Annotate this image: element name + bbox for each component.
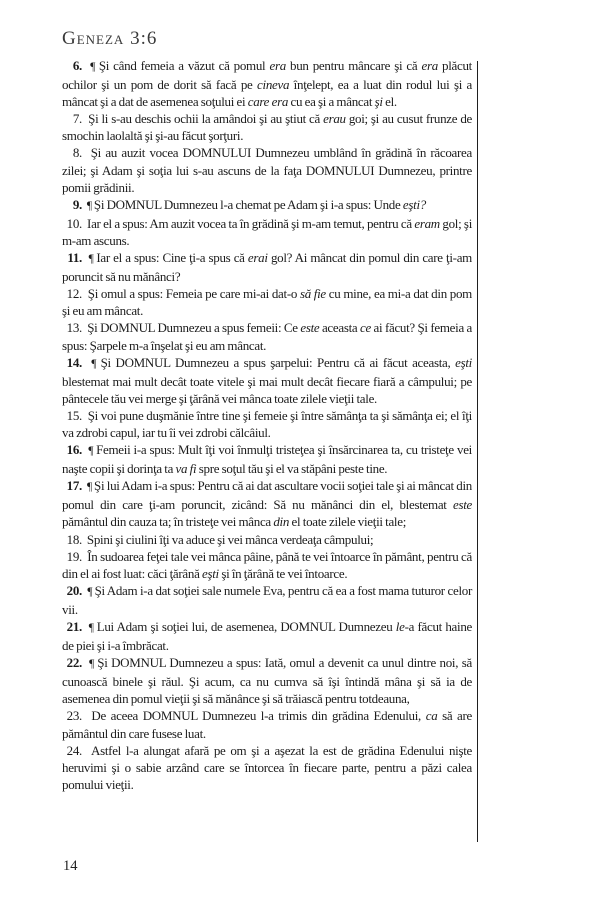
verse-number: 17. <box>66 478 82 494</box>
verse-number: 21. <box>66 619 82 634</box>
verse-text-segment: Şi Adam i-a dat soţiei sale numele Eva, pentru că ea a fost mama tuturor celor vii. <box>62 582 472 617</box>
verse-text-segment: eram <box>414 215 440 231</box>
verse-text-segment: Şi DOMNUL Dumnezeu a spus şarpelui: Pentru că ai făcut aceasta, <box>100 354 456 370</box>
verse-text-segment: ai făcut? Şi femeia a spus: Şarpele m-a înşelat şi eu am mâncat. <box>62 320 472 353</box>
verse-21 <box>62 618 472 654</box>
verse-text-segment: eşti? <box>402 196 426 212</box>
verse-8 <box>62 144 472 195</box>
verse-16 <box>62 441 472 477</box>
pilcrow-mark: ¶ <box>90 61 99 73</box>
pilcrow-mark: ¶ <box>88 445 97 458</box>
verse-text-segment: este <box>300 320 320 336</box>
verse-text-segment: şi în ţărână te vei întoarce. <box>218 565 348 581</box>
verse-text-segment: goi; şi au cusut frunze de smochin laolaltă şi şi-au făcut şorţuri. <box>62 111 472 144</box>
pilcrow-mark: ¶ <box>91 357 101 370</box>
verse-9 <box>62 196 472 215</box>
verse-text-segment: eşti <box>455 354 472 370</box>
verse-11 <box>62 249 472 285</box>
verse-text-segment: În sudoarea feţei tale vei mânca pâine, până te vei întoarce în pământ, pentru că din el ai fost luat: căci ţărână <box>62 548 472 581</box>
verse-text-segment: plăcut ochilor şi un pom de dorit să facă pe <box>62 58 472 93</box>
verse-text-segment: ca <box>425 708 438 724</box>
pilcrow-mark: ¶ <box>88 622 97 634</box>
verse-text-segment: bun pentru mâncare şi că <box>285 58 422 73</box>
verse-text-segment: cu mine, ea mi-a dat din pom şi eu am mâncat. <box>62 286 472 319</box>
verse-number: 15. <box>66 407 82 423</box>
verse-text-segment: -a făcut haine de piei şi i-a îmbrăcat. <box>62 619 472 654</box>
verse-23 <box>62 707 472 741</box>
verse-text-segment: Şi voi pune duşmănie între tine şi femeie şi între sămânţa ta şi sămânţa ei; el îţi va zdrobi capul, iar tu îi vei zdrobi călcâiul. <box>62 407 472 440</box>
verse-text-segment: Iar el a spus: Cine ţi-a spus că <box>96 250 248 266</box>
verse-number: 13. <box>66 320 82 336</box>
verse-number: 7. <box>72 111 82 127</box>
verse-10 <box>62 215 472 249</box>
verse-number: 12. <box>66 286 82 302</box>
pilcrow-mark: ¶ <box>87 481 95 494</box>
verse-text-segment: pământul din cauza ta; în tristeţe vei mânca <box>62 514 274 530</box>
pilcrow-mark: ¶ <box>86 199 94 212</box>
verse-6 <box>62 57 472 110</box>
verse-text-segment: şi <box>374 94 383 110</box>
verse-text-segment: Şi li s-au deschis ochii la amândoi şi au ştiut că <box>88 111 324 127</box>
pilcrow-mark: ¶ <box>89 658 98 671</box>
verse-text-segment: blestemat mai mult decât toate vitele şi mai mult decât fiecare fiară a câmpului; pe pântecele tău vei merge şi ţărână vei mânca toate zilele vieţii tale. <box>62 373 472 406</box>
verse-text-segment: Astfel l-a alungat afară pe om şi a aşezat la est de grădina Edenului nişte heruvimi şi o sabie arzând care se întorcea în fiecare parte, pentru a păzi calea pomului vieţii. <box>62 742 472 792</box>
verse-text-segment: Şi DOMNUL Dumnezeu a spus femeii: Ce <box>87 320 301 336</box>
verse-text-segment: aceasta <box>319 320 360 336</box>
verse-text-segment: cu ea şi a mâncat <box>288 94 375 110</box>
verse-14 <box>62 354 472 407</box>
verse-17 <box>62 477 472 530</box>
verse-text-segment: Lui Adam şi soţiei lui, de asemenea, DOMNUL Dumnezeu <box>96 619 396 634</box>
verse-text-segment: să are pământul din care fusese luat. <box>62 708 472 741</box>
verse-text-segment: Spini şi ciulini îţi va aduce şi vei mânca verdeaţa câmpului; <box>86 531 374 547</box>
verse-text-segment: el toate zilele vieţii tale; <box>289 514 407 530</box>
verse-text-segment: să fie <box>299 286 326 302</box>
verse-number: 16. <box>66 442 82 458</box>
verse-number: 8. <box>72 145 82 161</box>
verse-number: 6. <box>72 58 82 73</box>
verse-text-segment: gol; şi m-am ascuns. <box>62 215 473 248</box>
verse-text-segment: era <box>269 58 286 73</box>
verse-text-segment: Şi omul a spus: Femeia pe care mi-ai dat-o <box>87 286 300 302</box>
page-number: 14 <box>63 858 78 874</box>
verse-number: 9. <box>72 196 82 212</box>
verse-number: 20. <box>66 582 82 598</box>
verse-text-segment: spre soţul tău şi el va stăpâni peste tine. <box>196 461 388 477</box>
verse-text-segment: Şi au auzit vocea DOMNULUI Dumnezeu umblând în grădină în răcoarea zilei; şi Adam şi soţia lui s-au ascuns de la faţa DOMNULUI Dumnezeu, printre pomii grădinii. <box>62 145 472 195</box>
scripture-text-column <box>62 57 472 793</box>
verse-number: 19. <box>66 548 82 564</box>
verse-text-segment: De aceea DOMNUL Dumnezeu l-a trimis din grădina Edenului, <box>91 708 426 724</box>
verse-text-segment: Şi lui Adam i-a spus: Pentru că ai dat ascultare vocii soţiei tale şi ai mâncat din pomul din care ţi-am poruncit, zicând: Să nu mănânci din el, blestemat <box>62 478 473 513</box>
verse-text-segment: erai <box>247 250 268 266</box>
verse-text-segment: Şi când femeia a văzut că pomul <box>98 58 270 73</box>
verse-text-segment: le <box>395 619 405 634</box>
verse-text-segment: este <box>452 497 472 513</box>
verse-number: 22. <box>66 655 82 671</box>
verse-7 <box>62 110 472 144</box>
verse-text-segment: Iar el a spus: Am auzit vocea ta în grădină şi m-am temut, pentru că <box>87 215 415 231</box>
verse-number: 10. <box>66 215 82 231</box>
verse-text-segment: era <box>421 58 438 73</box>
verse-20 <box>62 582 472 618</box>
pilcrow-mark: ¶ <box>87 585 95 598</box>
verse-text-segment: Şi DOMNUL Dumnezeu l-a chemat pe Adam şi i-a spus: Unde <box>93 196 403 212</box>
verse-text-segment: Şi DOMNUL Dumnezeu a spus: Iată, omul a devenit ca unul dintre noi, să cunoască binele şi răul. Şi acum, ca nu cumva să îşi întindă mâna şi să ia de asemenea din pomul vieţii şi să mănânce şi să trăiască pentru totdeauna, <box>62 655 472 707</box>
verse-22 <box>62 654 472 707</box>
verse-number: 23. <box>66 708 82 724</box>
verse-text-segment: Femeii i-a spus: Mult îţi voi înmulţi tristeţea şi însărcinarea ta, cu tristeţe vei naşte copii şi dorinţa ta <box>62 442 472 477</box>
verse-text-segment: cineva <box>257 77 290 93</box>
verse-text-segment: ce <box>360 320 371 336</box>
verse-24 <box>62 742 472 793</box>
verse-13 <box>62 319 472 353</box>
verse-text-segment: gol? Ai mâncat din pomul din care ţi-am poruncit să nu mănânci? <box>62 250 472 285</box>
verse-18 <box>62 531 472 548</box>
verse-text-segment: va fi <box>175 461 197 477</box>
verse-number: 14. <box>66 354 82 370</box>
verse-text-segment: care era <box>247 94 289 110</box>
verse-text-segment: erau <box>323 111 346 127</box>
verse-text-segment: din <box>273 514 290 530</box>
verse-15 <box>62 407 472 441</box>
verse-text-segment: el. <box>382 94 397 110</box>
verse-19 <box>62 548 472 582</box>
verse-number: 24. <box>66 742 82 758</box>
pilcrow-mark: ¶ <box>88 253 97 266</box>
verse-number: 11. <box>67 250 82 266</box>
verse-text-segment: înţelept, ea a luat din rodul lui şi a mâncat şi a dat de asemenea soţului ei <box>62 77 472 110</box>
column-rule <box>477 61 478 842</box>
verse-number: 18. <box>66 531 82 547</box>
verse-12 <box>62 285 472 319</box>
running-head: Geneza 3:6 <box>62 28 158 49</box>
verse-text-segment: eşti <box>202 565 219 581</box>
